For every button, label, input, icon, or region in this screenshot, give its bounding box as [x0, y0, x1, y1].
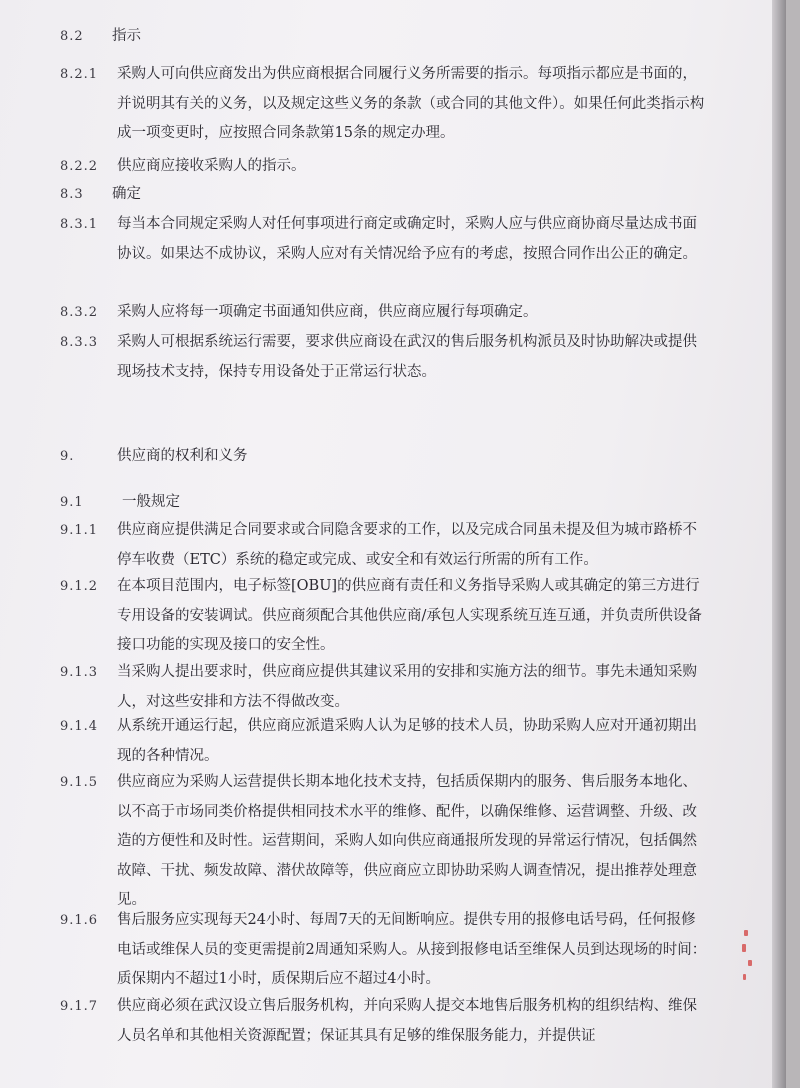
clause-text: 从系统开通运行起，供应商应派遣采购人认为足够的技术人员，协助采购人应对开通初期出现的各种情况。	[117, 718, 697, 764]
section-number: 8.2	[60, 29, 84, 44]
clause-number: 9.1.5	[60, 775, 99, 790]
clause-number: 9.1.3	[60, 665, 99, 680]
section-heading: 确定	[112, 186, 141, 202]
section-number: 8.3	[60, 187, 84, 202]
clause-number: 8.2.2	[60, 159, 99, 174]
clause-text: 在本项目范围内，电子标签[OBU]的供应商有责任和义务指导采购人或其确定的第三方进行专用设备的安装调试。供应商须配合其他供应商/承包人实现系统互连互通，并负责所供设备接口功能的实现及接口的安全性。	[117, 578, 702, 653]
section-heading: 一般规定	[122, 494, 180, 510]
clause-number: 9.1.6	[60, 913, 99, 928]
clause-text: 采购人可根据系统运行需要，要求供应商设在武汉的售后服务机构派员及时协助解决或提供现场技术支持，保持专用设备处于正常运行状态。	[117, 334, 697, 380]
clause-text: 采购人可向供应商发出为供应商根据合同履行义务所需要的指示。每项指示都应是书面的，并说明其有关的义务，以及规定这些义务的条款（或合同的其他文件）。如果任何此类指示构成一项变更时，应按照合同条款第15条的规定办理。	[117, 66, 705, 141]
clause-number: 9.1.7	[60, 999, 99, 1014]
clause-number: 8.3.1	[60, 217, 99, 232]
clause-text: 采购人应将每一项确定书面通知供应商，供应商应履行每项确定。	[117, 304, 538, 320]
clause-number: 8.3.3	[60, 335, 99, 350]
section-heading: 指示	[112, 28, 141, 44]
chapter-number: 9.	[60, 449, 75, 464]
section-number: 9.1	[60, 495, 84, 510]
clause-number: 9.1.2	[60, 579, 99, 594]
chapter-heading: 供应商的权利和义务	[117, 448, 248, 464]
clause-text: 每当本合同规定采购人对任何事项进行商定或确定时，采购人应与供应商协商尽量达成书面协议。如果达不成协议，采购人应对有关情况给予应有的考虑，按照合同作出公正的确定。	[117, 216, 697, 262]
clause-text: 供应商应为采购人运营提供长期本地化技术支持，包括质保期内的服务、售后服务本地化、以不高于市场同类价格提供相同技术水平的维修、配件，以确保维修、运营调整、升级、改造的方便性和及时性。运营期间，采购人如向供应商通报所发现的异常运行情况，包括偶然故障、干扰、频发故障、潜伏故障等，供应商应立即协助采购人调查情况，提出推荐处理意见。	[117, 774, 697, 908]
clause-text: 当采购人提出要求时，供应商应提供其建议采用的安排和实施方法的细节。事先未通知采购人，对这些安排和方法不得做改变。	[117, 664, 697, 710]
clause-text: 供应商应提供满足合同要求或合同隐含要求的工作，以及完成合同虽未提及但为城市路桥不停车收费（ETC）系统的稳定或完成、或安全和有效运行所需的所有工作。	[117, 522, 697, 568]
red-ink-marks	[740, 930, 760, 1010]
clause-number: 8.3.2	[60, 305, 99, 320]
clause-text: 供应商应接收采购人的指示。	[117, 158, 306, 174]
clause-number: 9.1.4	[60, 719, 99, 734]
clause-number: 9.1.1	[60, 523, 99, 538]
clause-text: 售后服务应实现每天24小时、每周7天的无间断响应。提供专用的报修电话号码，任何报修电话或维保人员的变更需提前2周通知采购人。从接到报修电话至维保人员到达现场的时间：质保期内不超过1小时，质保期后应不超过4小时。	[117, 912, 707, 987]
clause-number: 8.2.1	[60, 67, 99, 82]
clause-text: 供应商必须在武汉设立售后服务机构，并向采购人提交本地售后服务机构的组织结构、维保人员名单和其他相关资源配置；保证其具有足够的维保服务能力，并提供证	[117, 998, 697, 1044]
